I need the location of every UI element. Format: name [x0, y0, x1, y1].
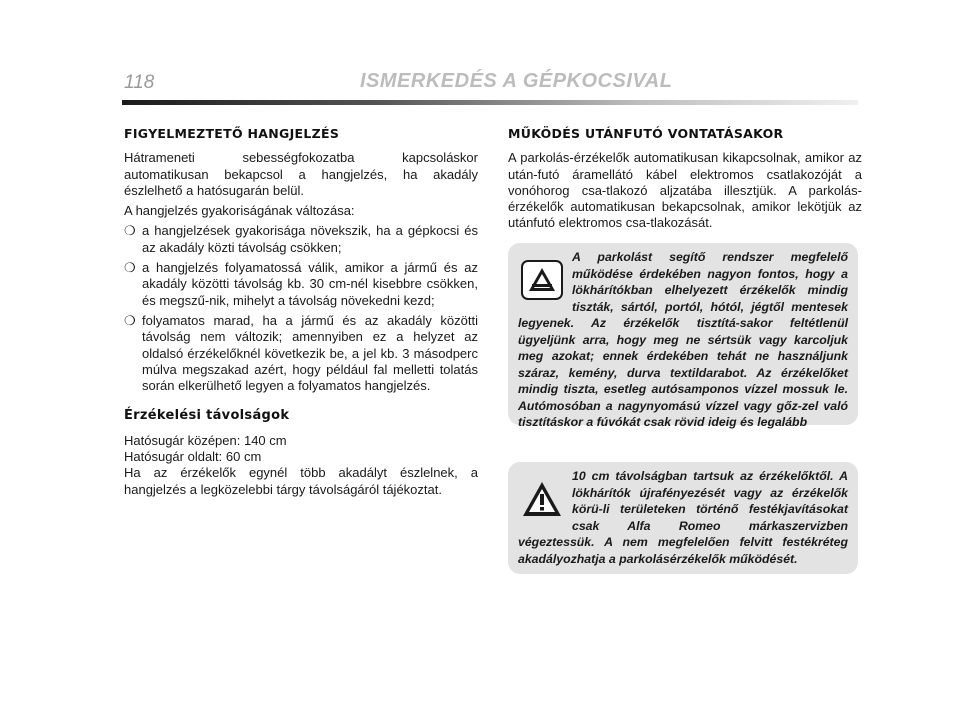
- detection-range-heading: Érzékelési távolságok: [124, 408, 290, 424]
- sensor-cleaning-icon: [518, 257, 566, 303]
- bullet-circle-icon: ❍: [124, 312, 136, 328]
- list-item-text: a hangjelzések gyakorisága növekszik, ha a gépkocsi és az akadály közti távolság csökken;: [142, 223, 478, 255]
- page-header: [0, 0, 960, 110]
- warning-triangle-icon: [518, 476, 566, 522]
- frequency-label: A hangjelzés gyakoriságának változása:: [124, 203, 355, 219]
- right-column: [508, 126, 862, 236]
- running-head: ISMERKEDÉS A GÉPKOCSIVAL: [360, 70, 673, 92]
- warning-notice-box: [508, 462, 858, 574]
- list-item: [124, 313, 478, 394]
- trailer-towing-heading: MŰKÖDÉS UTÁNFUTÓ VONTATÁSAKOR: [508, 126, 784, 141]
- page-number: 118: [124, 72, 155, 93]
- bullet-circle-icon: ❍: [124, 260, 136, 276]
- list-item: [124, 260, 478, 309]
- header-rule: [122, 100, 858, 105]
- left-column: [124, 126, 478, 502]
- care-notice-box: [508, 243, 858, 429]
- trailer-paragraph: A parkolás-érzékelők automatikusan kikapcsolnak, amikor az után-futó áramellátó kábel elektromos csatlakozóját a vonóhorog csa-tlakozó aljzatába illesztjük. A parkolás-érzékelők automatikusan bekapcsolnak, amikor lekötjük az utánfutó elektromos csa-tlakozását.: [508, 150, 862, 231]
- multiple-obstacles-text: Ha az érzékelők egynél több akadályt észlelnek, a hangjelzés a legközelebbi tárgy távolságáról tájékoztat.: [124, 465, 478, 497]
- list-item-text: folyamatos marad, ha a jármű és az akadály közötti távolság nem változik; amennyiben ez a helyzet az oldalsó érzékelőknél következik be, a jel kb. 3 másodperc múlva megszakad azért, hogy például fal melletti tolatás során elkerülhető legyen a folyamatos hangjelzés.: [142, 312, 478, 394]
- list-item-text: a hangjelzés folyamatossá válik, amikor a jármű és az akadály közötti távolság kb. 30 cm-nél kisebbre csökken, és megszű-nik, mihelyt a távolság növekedni kezd;: [142, 260, 478, 308]
- warning-sound-heading: FIGYELMEZTETŐ HANGJELZÉS: [124, 126, 340, 141]
- bullet-circle-icon: ❍: [124, 223, 136, 239]
- intro-paragraph: Hátrameneti sebességfokozatba kapcsoláskor automatikusan bekapcsol a hangjelzés, ha akadály észlelhető a hatósugarán belül.: [124, 150, 478, 198]
- care-notice-text: A parkolást segítő rendszer megfelelő működése érdekében nagyon fontos, hogy a lökhárítókban elhelyezett érzékelők mindig tiszták, sártól, portól, hótól, jégtől mentesek legyenek. Az érzékelők tisztítá-sakor feltétlenül ügyeljünk arra, hogy meg ne sértsük vagy karcoljuk meg azokat; ennek érdekében tehát ne használjunk száraz, kemény, durva textildarabot. Az érzékelőket mindig tiszta, esetleg autósamponos vízzel mossuk le. Autómosóban a nagynyomású vízzel vagy gőz-zel való tisztításkor a fúvókát csak rövid ideig és legalább: [518, 250, 848, 429]
- center-range-text: Hatósugár középen: 140 cm: [124, 432, 287, 448]
- warning-notice-text: 10 cm távolságban tartsuk az érzékelőktől. A lökhárítók újrafényezését vagy az érzékelők körü-li területeken történő festékjavításokat csak Alfa Romeo márkaszervizben végeztessük. A nem megfelelően felvitt festékréteg akadályozhatja a parkolásérzékelők működését.: [518, 469, 848, 566]
- list-item: [124, 223, 478, 256]
- side-range-text: Hatósugár oldalt: 60 cm: [124, 449, 262, 465]
